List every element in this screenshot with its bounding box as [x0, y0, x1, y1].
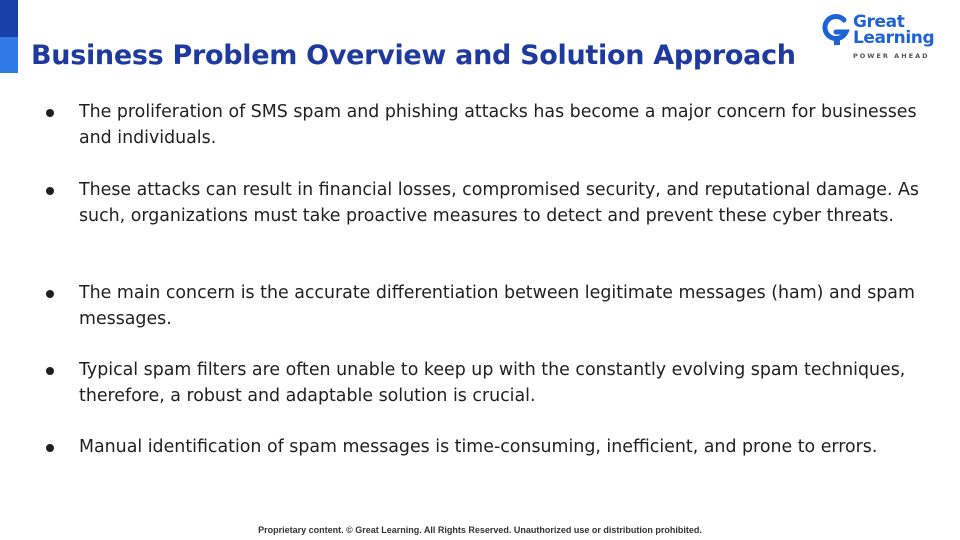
logo-word-learning: Learning [853, 28, 935, 48]
bullet-item [79, 434, 929, 460]
accent-bar-bottom [0, 37, 18, 73]
bullet-item [79, 177, 929, 229]
logo-g-mark-icon [820, 12, 850, 46]
accent-bar-top [0, 0, 18, 37]
bullet-dot-icon [46, 187, 54, 195]
logo-tagline: POWER AHEAD [853, 52, 930, 60]
bullet-text: The main concern is the accurate differentiation between legitimate messages (ham) and spam messages. [79, 283, 915, 329]
bullet-text: Manual identification of spam messages is time-consuming, inefficient, and prone to errors. [79, 437, 878, 457]
bullet-dot-icon [46, 444, 54, 452]
slide-title: Business Problem Overview and Solution Approach [31, 40, 796, 71]
bullet-text: These attacks can result in financial losses, compromised security, and reputational damage. As such, organizations must take proactive measures to detect and prevent these cyber threats. [79, 180, 919, 226]
great-learning-logo [820, 12, 940, 62]
bullet-dot-icon [46, 367, 54, 375]
bullet-item [79, 357, 929, 409]
bullet-dot-icon [46, 290, 54, 298]
logo-word-great: Great [853, 12, 905, 32]
bullet-item [79, 280, 929, 332]
bullet-item [79, 99, 929, 151]
bullet-text: Typical spam filters are often unable to keep up with the constantly evolving spam techniques, therefore, a robust and adaptable solution is crucial. [79, 360, 906, 406]
bullet-dot-icon [46, 109, 54, 117]
bullet-text: The proliferation of SMS spam and phishing attacks has become a major concern for businesses and individuals. [79, 102, 917, 148]
copyright-footer: Proprietary content. © Great Learning. All Rights Reserved. Unauthorized use or distribution prohibited. [258, 525, 702, 535]
